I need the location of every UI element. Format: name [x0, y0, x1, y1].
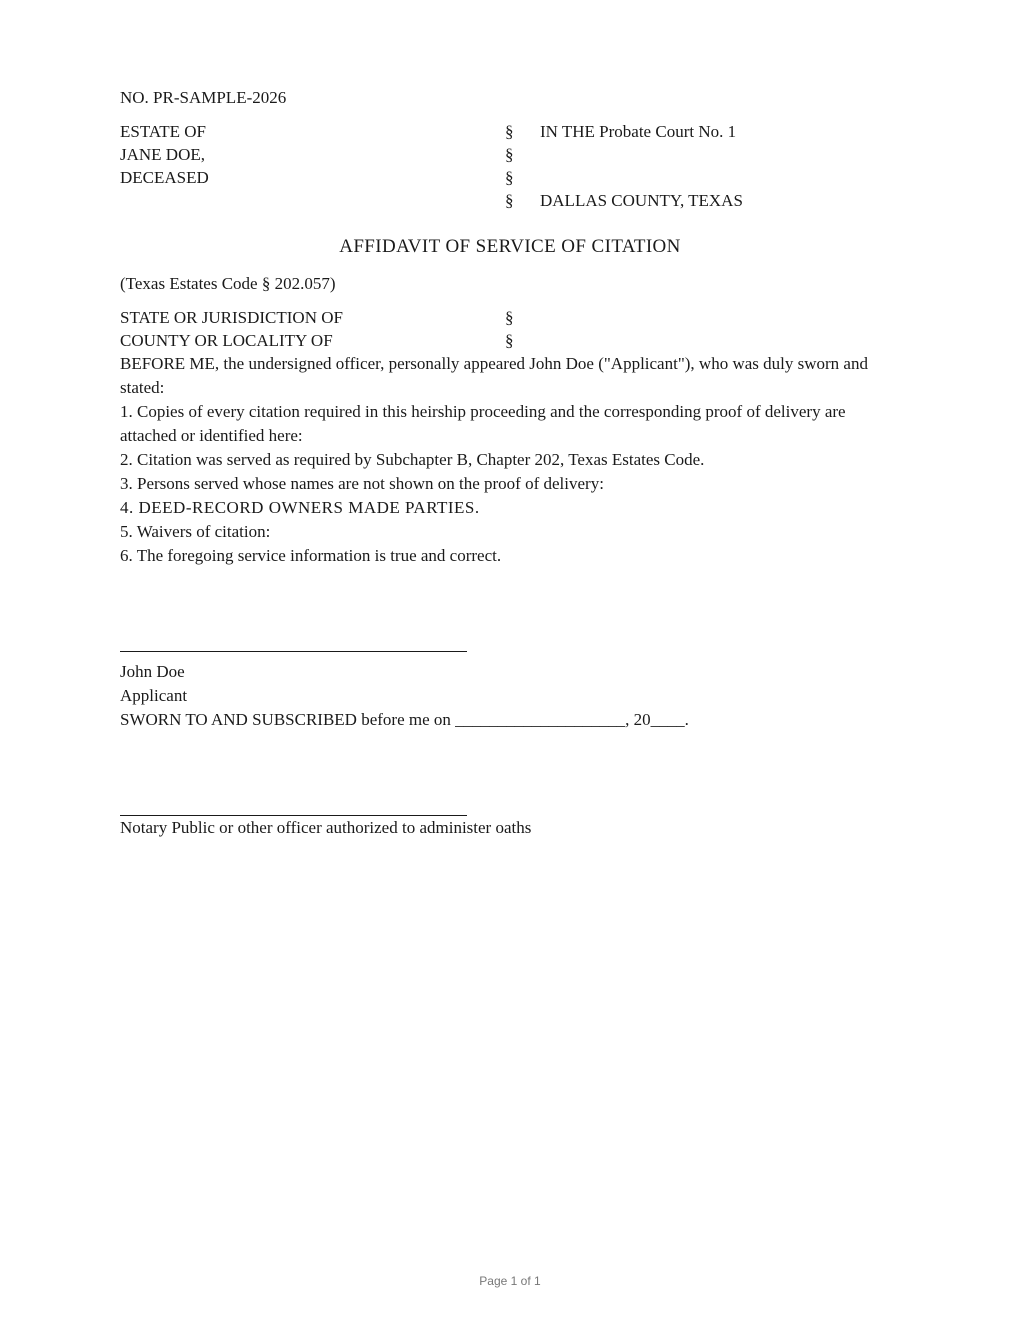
page-number-footer: Page 1 of 1: [479, 1274, 541, 1288]
jurisdiction-blank: [540, 306, 900, 329]
applicant-signature-line[interactable]: [120, 651, 467, 652]
caption-right-line: [540, 143, 900, 166]
jurisdiction-label: STATE OR JURISDICTION OF: [120, 308, 343, 327]
paragraph-3: 3. Persons served whose names are not shown on the proof of delivery:: [120, 474, 604, 493]
caption-right-line: [540, 166, 900, 189]
section-symbol: §: [505, 191, 514, 210]
signer-role: Applicant: [120, 686, 188, 705]
section-symbol: §: [505, 145, 514, 164]
caption-left-line: ESTATE OF: [120, 122, 207, 141]
section-symbol: §: [505, 122, 514, 141]
paragraph-2: 2. Citation was served as required by Subchapter B, Chapter 202, Texas Estates Code.: [120, 450, 705, 469]
caption-right-line: IN THE Probate Court No. 1: [540, 122, 737, 141]
sworn-statement: SWORN TO AND SUBSCRIBED before me on ____________________, 20____.: [120, 710, 689, 729]
jurisdiction-blank: [540, 329, 900, 352]
signer-name: John Doe: [120, 662, 185, 681]
document-page: [120, 86, 900, 840]
paragraph-5: 5. Waivers of citation:: [120, 522, 271, 541]
section-symbol: §: [505, 168, 514, 187]
caption-left-line: JANE DOE,: [120, 145, 205, 164]
jurisdiction-block: [120, 306, 900, 352]
paragraph-1: 1. Copies of every citation required in this heirship proceeding and the corresponding proof of delivery are attached or identified here:: [120, 402, 846, 445]
jurisdiction-label: COUNTY OR LOCALITY OF: [120, 331, 333, 350]
statute-reference: (Texas Estates Code § 202.057): [120, 274, 336, 293]
caption-left-line: DECEASED: [120, 168, 209, 187]
paragraph-4-heading: 4. DEED-RECORD OWNERS MADE PARTIES.: [120, 498, 480, 517]
section-symbol: §: [505, 308, 514, 327]
caption-left-line: [120, 189, 502, 212]
section-symbol: §: [505, 331, 514, 350]
case-caption: [120, 120, 900, 212]
caption-right-line: DALLAS COUNTY, TEXAS: [540, 191, 743, 210]
intro-paragraph: BEFORE ME, the undersigned officer, personally appeared John Doe ("Applicant"), who was duly sworn and stated:: [120, 354, 868, 397]
document-title: AFFIDAVIT OF SERVICE OF CITATION: [339, 236, 681, 257]
notary-label: Notary Public or other officer authorized to administer oaths: [120, 818, 532, 837]
paragraph-6: 6. The foregoing service information is true and correct.: [120, 546, 502, 565]
case-number: NO. PR-SAMPLE-2026: [120, 88, 287, 107]
